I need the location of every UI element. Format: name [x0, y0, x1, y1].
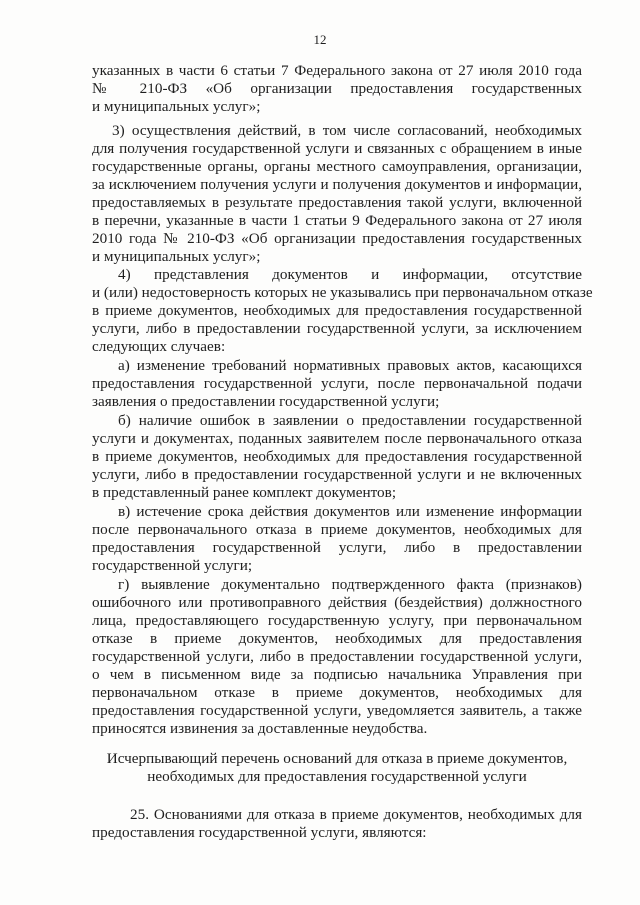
text-line-10: 2010 года № 210-ФЗ «Об организации предоставления государственных	[92, 230, 582, 247]
text-line-30: ошибочного или противоправного действия (бездействия) должностного	[92, 594, 582, 611]
text-line-8: предоставляемых в результате предоставления такой услуги, включенной	[92, 194, 582, 211]
text-line-3: и муниципальных услуг»;	[92, 98, 261, 115]
section-heading-line-1: Исчерпывающий перечень оснований для отказа в приеме документов,	[106, 750, 568, 767]
page-number: 12	[313, 32, 327, 47]
text-line-33: государственной услуги, либо в предоставлении государственной услуги,	[92, 648, 582, 665]
final-line-1: 25. Основаниями для отказа в приеме документов, необходимых для	[130, 806, 582, 823]
text-line-27: предоставления государственной услуги, либо в предоставлении	[92, 539, 582, 556]
text-line-19: заявления о предоставлении государственной услуги;	[92, 393, 440, 410]
text-line-15: услуги, либо в предоставлении государственной услуги, за исключением	[92, 320, 582, 337]
text-line-21: услуги и документах, поданных заявителем после первоначального отказа	[92, 430, 582, 447]
text-line-20: б) наличие ошибок в заявлении о предоставлении государственной	[118, 412, 582, 429]
text-line-4: 3) осуществления действий, в том числе согласований, необходимых	[112, 122, 582, 139]
text-line-6: государственные органы, органы местного самоуправления, организации,	[92, 158, 582, 175]
text-line-7: за исключением получения услуги и получения документов и информации,	[92, 176, 582, 193]
text-line-35: первоначальном отказе в приеме документов, необходимых для	[92, 684, 582, 701]
text-line-5: для получения государственной услуги и связанных с обращением в иные	[92, 140, 582, 157]
text-line-9: в перечни, указанные в части 1 статьи 9 Федерального закона от 27 июля	[92, 212, 582, 229]
text-line-25: в) истечение срока действия документов или изменение информации	[118, 503, 582, 520]
text-line-23: услуги, либо в предоставлении государственной услуги и не включенных	[92, 466, 582, 483]
text-line-12: 4) представления документов и информации, отсутствие	[118, 266, 582, 283]
final-line-2: предоставления государственной услуги, являются:	[92, 824, 427, 841]
text-line-29: г) выявление документально подтвержденного факта (признаков)	[118, 576, 582, 593]
text-line-2: № 210-ФЗ «Об организации предоставления государственных	[92, 80, 582, 97]
text-line-34: о чем в письменном виде за подписью начальника Управления при	[92, 666, 582, 683]
text-line-26: после первоначального отказа в приеме документов, необходимых для	[92, 521, 582, 538]
text-line-32: отказе в приеме документов, необходимых для предоставления	[92, 630, 582, 647]
section-heading-line-2: необходимых для предоставления государственной услуги	[147, 768, 527, 785]
text-line-22: в приеме документов, необходимых для предоставления государственной	[92, 448, 582, 465]
text-line-36: предоставления государственной услуги, уведомляется заявитель, а также	[92, 702, 582, 719]
text-line-31: лица, предоставляющего государственную услугу, при первоначальном	[92, 612, 582, 629]
text-line-17: а) изменение требований нормативных правовых актов, касающихся	[118, 357, 582, 374]
text-line-14: в приеме документов, необходимых для предоставления государственной	[92, 302, 582, 319]
text-line-1: указанных в части 6 статьи 7 Федерального закона от 27 июля 2010 года	[92, 62, 582, 79]
text-line-18: предоставления государственной услуги, после первоначальной подачи	[92, 375, 582, 392]
text-line-28: государственной услуги;	[92, 557, 253, 574]
text-line-11: и муниципальных услуг»;	[92, 248, 261, 265]
text-line-16: следующих случаев:	[92, 338, 226, 355]
text-line-37: приносятся извинения за доставленные неудобства.	[92, 720, 428, 737]
text-line-13: и (или) недостоверность которых не указывались при первоначальном отказе	[92, 284, 593, 301]
text-line-24: в представленный ранее комплект документов;	[92, 484, 397, 501]
